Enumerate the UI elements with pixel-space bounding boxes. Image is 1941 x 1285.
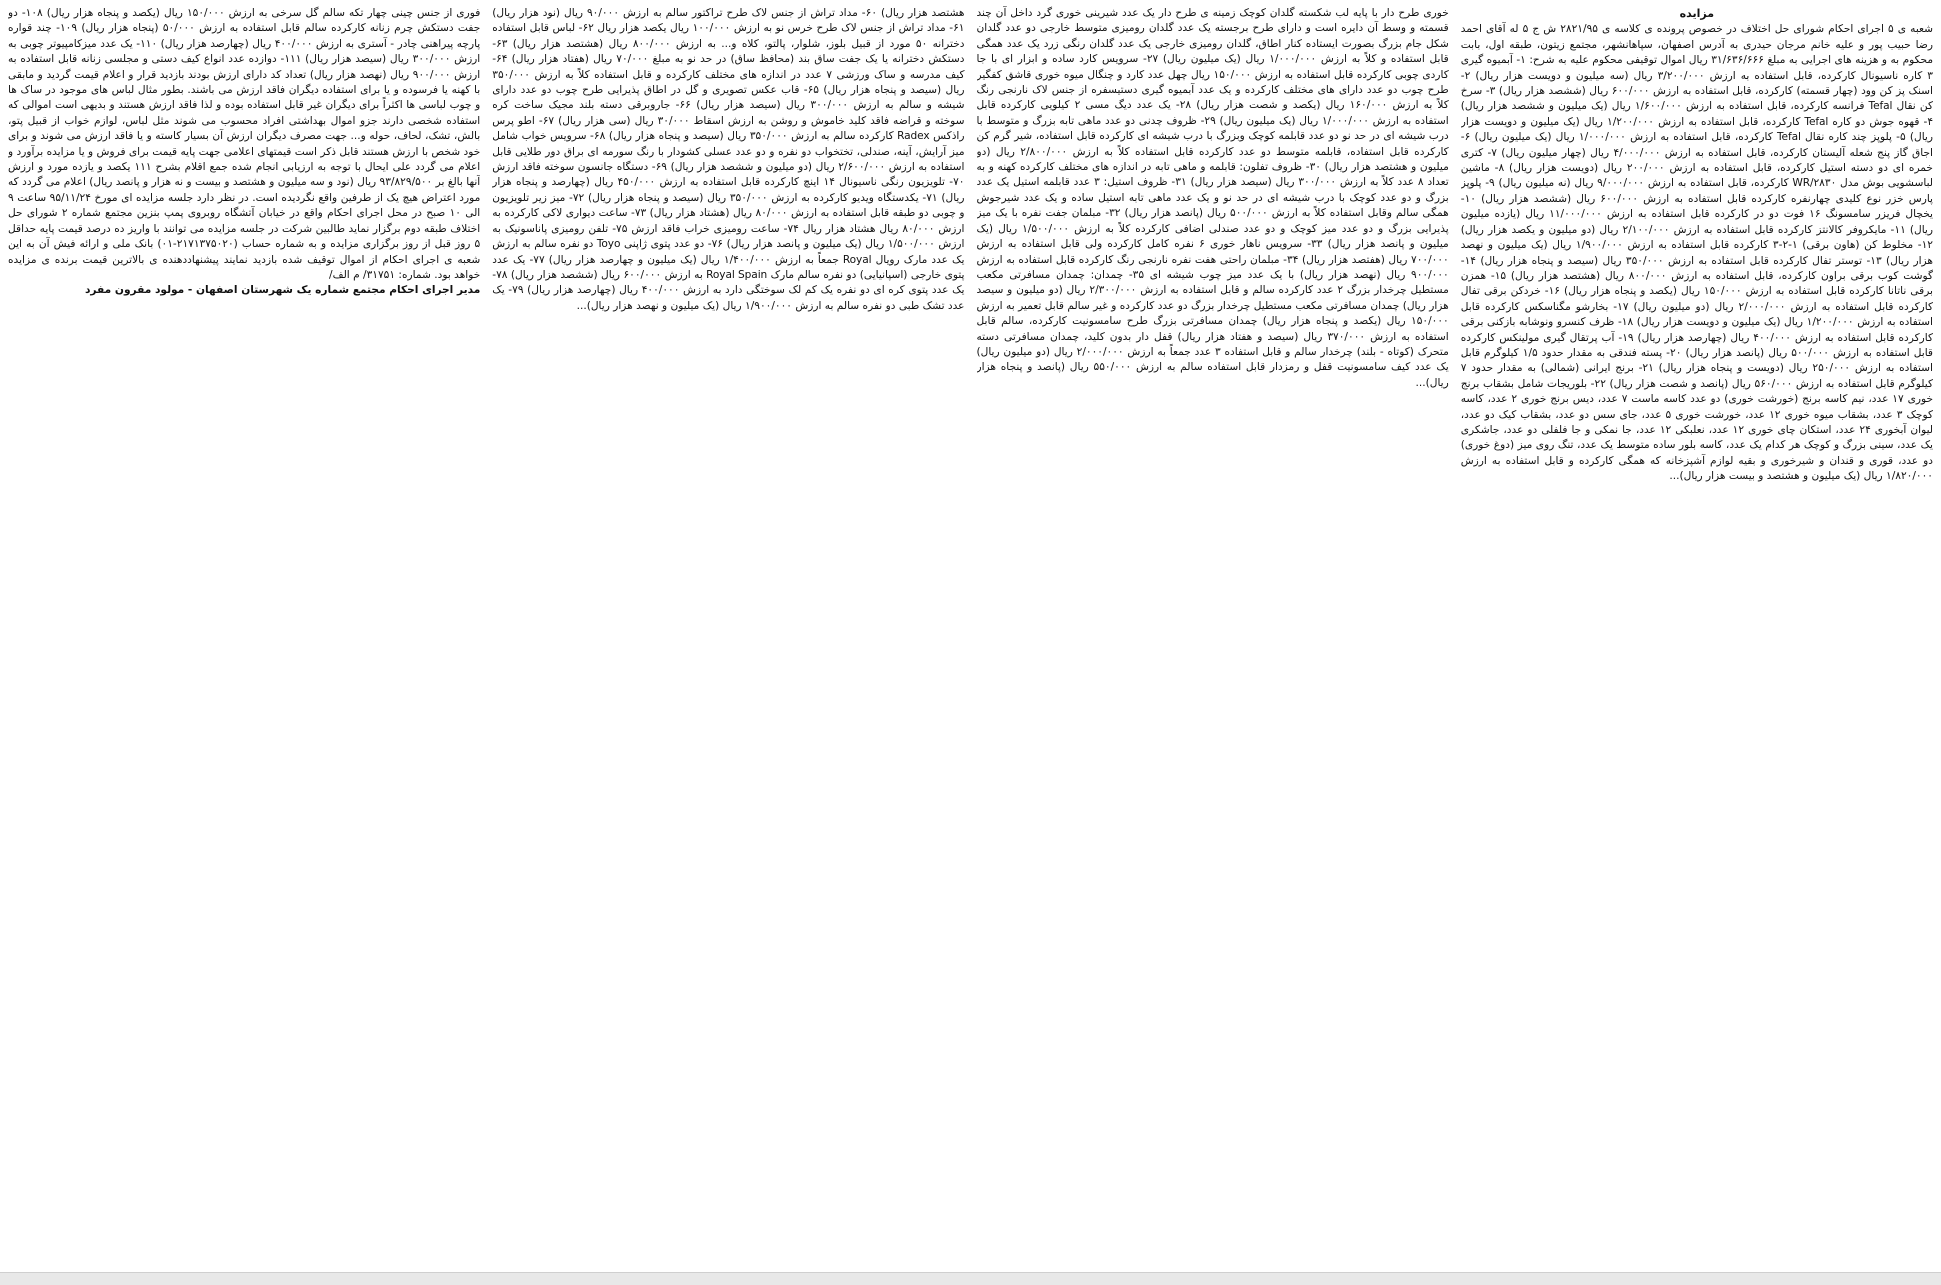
- notice-column-4-text: فوری از جنس چینی چهار تکه سالم گل سرخی به ارزش ۱۵۰/۰۰۰ ریال (یکصد و پنجاه هزار ریال) ۱۰۸- دو جفت دستکش چرم زنانه کارکرده سالم قابل استفاده به ارزش ۵۰/۰۰۰ (پنجاه هزار ریال) ۱۰۹- چند قواره پارچه پیراهنی چادر - آستری به ارزش ۴۰۰/۰۰۰ ریال (چهارصد هزار ریال) ۱۱۰- یک عدد میزکامپیوتر چوبی به ارزش ۳۰۰/۰۰۰ ریال (سیصد هزار ریال) ۱۱۱- دوازده عدد انواع کیف دستی و مجلسی زنانه قابل استفاده به ارزش ۹۰۰/۰۰۰ ریال (نهصد هزار ریال) تعداد کد دارای ارزش بودند بازدید قرار و اعلام قیمت گردید و مابقی با کهنه یا فرسوده و یا برای استفاده دیگران فاقد ارزش می باشند. بطور مثال لباس های موجود در ساک ها و چوب لباسی ها اکثراً برای دیگران غیر قابل استفاده بوده و لذا فاقد ارزش هستند و بدیهی است اموالی که استفاده شخصی دارند جزو اموال بهداشتی افراد محسوب می شوند مثل لباس، لوازم خواب از قبیل پتو، بالش، تشک، لحاف، حوله و... جهت مصرف دیگران ارزش آن بسیار کاسته و یا فاقد ارزش می شوند و برای خود شخص با ارزش هستند قابل ذکر است قیمتهای اعلامی جهت پایه قیمت برای فروش و یا مزایده برآورد و اعلام می گردد علی ایحال با توجه به ارزیابی انجام شده جمع اقلام بشرح ۱۱۱ یکصد و یازده مورد و ارزش آنها بالغ بر ۹۳/۸۲۹/۵۰۰ ریال (نود و سه میلیون و هشتصد و بیست و نه هزار و پانصد ریال) اعلام می گردد که مورد اعتراض هیچ یک از طرفین واقع نگردیده است. در نظر دارد جلسه مزایده ای مورخ ۹۵/۱۱/۲۴ ساعت ۹ الی ۱۰ صبح در محل اجرای احکام واقع در خیابان آتشگاه روبروی پمپ بنزین مجتمع شماره ۲ شورای حل اختلاف طبقه دوم برگزار نماید طالبین شرکت در جلسه مزایده می توانند با واریز ده درصد قیمت پایه حداقل ۵ روز قبل از روز برگزاری مزایده و به شماره حساب (۲۱۷۱۳۷۵۰۲۰-۰۱) بانک ملی و ارائه فیش آن به این شعبه ی اجرای احکام از اموال توقیف شده بازدید نمایند پیشنهاددهنده ی بالاترین قیمت برنده ی مزایده خواهد بود. شماره: ۳۱۷۵۱/ م الف/: [8, 7, 481, 281]
- notice-column-1: [1461, 6, 1933, 1271]
- notice-column-4: [8, 6, 480, 1271]
- bottom-page-strip: [0, 1272, 1941, 1285]
- notice-heading: مزایده: [1679, 7, 1715, 20]
- notice-column-1-text: شعبه ی ۵ اجرای احکام شورای حل اختلاف در خصوص پرونده ی کلاسه ی ۲۸۲۱/۹۵ ش ج ۵ له آقای احمد رضا حبیب پور و علیه خانم مرجان حیدری به آدرس اصفهان، سپاهانشهر، مجتمع زیتون، طبقه اول، بابت محکوم به و هزینه های اجرایی به مبلغ ۳۱/۶۳۶/۶۶۶ ریال اموال توقیفی محکوم علیه به شرح: ۱- آبمیوه گیری ۳ کاره ناسیونال کارکرده، قابل استفاده به ارزش ۳/۲۰۰/۰۰۰ ریال (سه میلیون و دویست هزار ریال) ۲- اسنک پز کن وود (چهار قسمته) کارکرده، قابل استفاده به ارزش ۶۰۰/۰۰۰ ریال (ششصد هزار ریال) ۳- سرخ کن نقال Tefal فرانسه کارکرده، قابل استفاده به ارزش ۱/۶۰۰/۰۰۰ ریال (یک میلیون و ششصد هزار ریال) ۴- قهوه جوش دو کاره Tefal کارکرده، قابل استفاده به ارزش ۱/۲۰۰/۰۰۰ ریال (یک میلیون و دویست هزار ریال) ۵- پلوپز چند کاره نقال Tefal کارکرده، قابل استفاده به ارزش ۱/۰۰۰/۰۰۰ ریال (یک میلیون ریال) ۶- اجاق گاز پنج شعله آلیستان کارکرده، قابل استفاده به ارزش ۴/۰۰۰/۰۰۰ ریال (چهار میلیون ریال) ۷- کتری خمره ای دو دسته استیل کارکرده، قابل استفاده به ارزش ۲۰۰/۰۰۰ ریال (دویست هزار ریال) ۸- ماشین لباسشویی بوش مدل WR/۲۸۳۰ کارکرده، قابل استفاده به ارزش ۹/۰۰۰/۰۰۰ ریال (نه میلیون ریال) ۹- پلوپز پارس خزر نوع کلیدی چهارنفره کارکرده قابل استفاده به ارزش ۶۰۰/۰۰۰ ریال (ششصد هزار ریال) ۱۰- یخچال فریزر سامسونگ ۱۶ فوت دو در کارکرده قابل استفاده به ارزش ۱۱/۰۰۰/۰۰۰ ریال (یازده میلیون ریال) ۱۱- مایکروفر کالانتز کارکرده قابل استفاده به ارزش ۲/۱۰۰/۰۰۰ ریال (دو میلیون و یکصد هزار ریال) ۱۲- مخلوط کن (هاون برقی) ۱-۲-۳ کارکرده قابل استفاده به ارزش ۱/۹۰۰/۰۰۰ ریال (یک میلیون و نهصد هزار ریال) ۱۳- توستر تفال کارکرده قابل استفاده به ارزش ۳۵۰/۰۰۰ ریال (سیصد و پنجاه هزار ریال) ۱۴- گوشت کوب برقی براون کارکرده، قابل استفاده به ارزش ۸۰۰/۰۰۰ ریال (هشتصد هزار ریال) ۱۵- همزن برقی ناتانا کارکرده قابل استفاده به ارزش ۱۵۰/۰۰۰ ریال (یکصد و پنجاه هزار ریال) ۱۶- خردکن برقی تفال کارکرده قابل استفاده به ارزش ۲/۰۰۰/۰۰۰ ریال (دو میلیون ریال) ۱۷- بخارشو مگناسکس کارکرده قابل استفاده به ارزش ۱/۲۰۰/۰۰۰ ریال (یک میلیون و دویست هزار ریال) ۱۸- ظرف کنسرو ونوشابه بازکنی برقی کارکرده قابل استفاده به ارزش ۴۰۰/۰۰۰ ریال (چهارصد هزار ریال) ۱۹- آب پرتقال گیری مولینکس کارکرده قابل استفاده به ارزش ۵۰۰/۰۰۰ ریال (پانصد هزار ریال) ۲۰- پسته فندقی به مقدار حدود ۱/۵ کیلوگرم قابل استفاده به ارزش ۲۵۰/۰۰۰ ریال (دویست و پنجاه هزار ریال) ۲۱- برنج ایرانی (شمالی) به مقدار حدود ۷ کیلوگرم قابل استفاده به ارزش ۵۶۰/۰۰۰ ریال (پانصد و شصت هزار ریال) ۲۲- بلوریجات شامل بشقاب برنج خوری ۱۷ عدد، نیم کاسه برنج (خورشت خوری) دو عدد کاسه ماست ۷ عدد، دیس برنج خوری ۲ عدد، کاسه کوچک ۳ عدد، بشقاب میوه خوری ۱۲ عدد، خورشت خوری ۵ عدد، جای سس دو عدد، بشقاب کیک دو عدد، لیوان آبخوری ۲۴ عدد، استکان چای خوری ۱۲ عدد، نعلبکی ۱۲ عدد، جا نمکی و جا فلفلی دو عدد، جاشکری یک عدد، سینی بزرگ و کوچک هر کدام یک عدد، کاسه بلور ساده متوسط یک عدد، تنگ روی میز (دوغ خوری) دو عدد، قوری و قندان و شیرخوری و بقیه لوازم آشپزخانه که همگی کارکرده و قابل استفاده به ارزش ۱/۸۲۰/۰۰۰ ریال (یک میلیون و هشتصد و بیست هزار ریال)...: [1460, 23, 1933, 483]
- notice-column-3-text: هشتصد هزار ریال) ۶۰- مداد تراش از جنس لاک طرح تراکتور سالم به ارزش ۹۰/۰۰۰ ریال (نود هزار ریال) ۶۱- مداد تراش از جنس لاک طرح خرس نو به ارزش ۱۰۰/۰۰۰ ریال یکصد هزار ریال ۶۲- لباس قابل استفاده دخترانه ۵۰ مورد از قبیل بلوز، شلوار، پالتو، کلاه و... به ارزش ۸۰۰/۰۰۰ ریال (هشتصد هزار ریال) ۶۳- دستکش دخترانه یا یک جفت ساق بند (محافظ ساق) در حد نو به مبلغ ۷۰/۰۰۰ ریال (هفتاد هزار ریال) ۶۴- کیف مدرسه و ساک ورزشی ۷ عدد در اندازه های مختلف کارکرده و قابل استفاده کلاً به ارزش ۳۵۰/۰۰۰ ریال (سیصد و پنجاه هزار ریال) ۶۵- قاب عکس تصویری و گل در اطاق پذیرایی طرح چوب دو عدد دارای شیشه و سالم به ارزش ۳۰۰/۰۰۰ ریال (سیصد هزار ریال) ۶۶- جاروبرقی دسته بلند مجیک ساخت کره سوخته و قراضه فاقد کلید خاموش و روشن به ارزش اسقاط ۳۰/۰۰۰ ریال (سی هزار ریال) ۶۷- اطو پرس راذکس Radex کارکرده سالم به ارزش ۳۵۰/۰۰۰ ریال (سیصد و پنجاه هزار ریال) ۶۸- سرویس خواب شامل میز آرایش، آینه، صندلی، تختخواب دو نفره و دو عدد عسلی کشودار با رنگ سورمه ای براق دور طلایی قابل استفاده به ارزش ۲/۶۰۰/۰۰۰ ریال (دو میلیون و ششصد هزار ریال) ۶۹- دستگاه جانسون سوخته فاقد ارزش ۷۰- تلویزیون رنگی ناسیونال ۱۴ اینچ کارکرده قابل استفاده به ارزش ۴۵۰/۰۰۰ ریال (چهارصد و پنجاه هزار ریال) ۷۱- یکدستگاه ویدیو کارکرده به ارزش ۳۵۰/۰۰۰ ریال (سیصد و پنجاه هزار ریال) ۷۲- میز زیر تلویزیون و چوبی دو طبقه قابل استفاده به ارزش ۸۰/۰۰۰ ریال (هشتاد هزار ریال) ۷۳- ساعت دیواری لاکی کارکرده به ارزش ۸۰/۰۰۰ ریال هشتاد هزار ریال ۷۴- ساعت رومیزی خراب فاقد ارزش ۷۵- تلفن رومیزی پاناسونیک به ارزش ۱/۵۰۰/۰۰۰ ریال (یک میلیون و پانصد هزار ریال) ۷۶- دو عدد پتوی ژاپنی Toyo دو نفره سالم به ارزش یک عدد مارک رویال Royal جمعاً به ارزش ۱/۴۰۰/۰۰۰ ریال (یک میلیون و چهارصد هزار ریال) ۷۷- یک عدد پتوی خارجی (اسپانیایی) دو نفره سالم مارک Royal Spain به ارزش ۶۰۰/۰۰۰ ریال (ششصد هزار ریال) ۷۸- یک عدد پتوی کره ای دو نفره یک کم لک سوختگی دارد به ارزش ۴۰۰/۰۰۰ ریال (چهارصد هزار ریال) ۷۹- یک عدد تشک طبی دو نفره سالم به ارزش ۱/۹۰۰/۰۰۰ ریال (یک میلیون و نهصد هزار ریال)...: [492, 7, 965, 312]
- notice-column-3: [492, 6, 964, 1271]
- notice-column-2: [977, 6, 1449, 1271]
- notice-signature: مدیر اجرای احکام مجتمع شماره یک شهرستان اصفهان - مولود مقرون مفرد: [85, 284, 481, 297]
- notice-column-2-text: خوری طرح دار با پایه لب شکسته گلدان کوچک زمینه ی طرح دار یک عدد شیرینی خوری گرد داخل آن چند قسمته و وسط آن دایره است و دارای طرح برجسته یک عدد گلدان رومیزی متوسط خارجی دو عدد گلدان شکل جام بزرگ بصورت ایستاده کنار اطاق، گلدان رومیزی خارجی یک عدد گلدان رنگی زرد یک عدد همگی قابل استفاده و کلاً به ارزش ۱/۰۰۰/۰۰۰ ریال (یک میلیون ریال) ۲۷- سرویس کارد ساده و ابزار ای با جا کاردی چوبی کارکرده قابل استفاده به ارزش ۱۵۰/۰۰۰ ریال چهل عدد کارد و چنگال میوه خوری قاشق کفگیر طرح چوب دو عدد دارای های مختلف کارکرده و یک عدد آبمیوه گیری دستیسفره از جنس لاک نارنجی رنگ کلاً به ارزش ۱۶۰/۰۰۰ ریال (یکصد و شصت هزار ریال) ۲۸- یک عدد دیگ مسی ۲ کیلویی کارکرده قابل استفاده به ارزش ۱/۰۰۰/۰۰۰ ریال (یک میلیون ریال) ۲۹- ظروف چدنی دو عدد ماهی تابه بزرگ و متوسط با درب شیشه ای در حد نو دو عدد قابلمه کوچک وبزرگ با درب شیشه ای کارکرده قابل استفاده، شیر گرم کن کارکرده قابل استفاده، قابلمه متوسط دو عدد کارکرده قابل استفاده کلاً به ارزش ۲/۸۰۰/۰۰۰ ریال (دو میلیون و هشتصد هزار ریال) ۳۰- ظروف تفلون: قابلمه و ماهی تابه در اندازه های مختلف کارکرده کهنه و به تعداد ۸ عدد کلاً به ارزش ۳۰۰/۰۰۰ ریال (سیصد هزار ریال) ۳۱- ظروف استیل: ۳ عدد قابلمه استیل یک عدد بزرگ و دو عدد کوچک با درب شیشه ای در حد نو و یک عدد ماهی تابه استیل ساده و یک عدد شیرجوش همگی سالم وقابل استفاده کلاً به ارزش ۵۰۰/۰۰۰ ریال (پانصد هزار ریال) ۳۲- مبلمان جفت نفره با یک میز پذیرایی بزرگ و دو عدد میز کوچک و دو عدد صندلی اضافی کارکرده کلاً به ارزش ۱/۵۰۰/۰۰۰ ریال (یک میلیون و پانصد هزار ریال) ۳۳- سرویس ناهار خوری ۶ نفره کامل کارکرده ولی قابل استفاده به ارزش ۷۰۰/۰۰۰ ریال (هفتصد هزار ریال) ۳۴- مبلمان راحتی هفت نفره نارنجی رنگ کارکرده قابل استفاده به ارزش ۹۰۰/۰۰۰ ریال (نهصد هزار ریال) با یک عدد میز چوب شیشه ای ۳۵- چمدان: چمدان مسافرتی مکعب مستطیل چرخدار بزرگ ۲ عدد کارکرده سالم و قابل استفاده به ارزش ۲/۳۰۰/۰۰۰ ریال (دو میلیون و سیصد هزار ریال) چمدان مسافرتی مکعب مستطیل چرخدار بزرگ دو عدد کارکرده و غیر سالم قابل تعمیر به ارزش ۱۵۰/۰۰۰ ریال (یکصد و پنجاه هزار ریال) چمدان مسافرتی بزرگ طرح سامسونیت کارکرده، سالم قابل استفاده به ارزش ۳۷۰/۰۰۰ ریال (سیصد و هفتاد هزار ریال) قفل دار بدون کلید، چمدان مسافرتی دسته متحرک (کوتاه - بلند) چرخدار سالم و قابل استفاده ۳ عدد جمعاً به ارزش ۲/۰۰۰/۰۰۰ ریال (دو میلیون ریال) یک عدد کیف سامسونیت قفل و رمزدار قابل استفاده سالم به ارزش ۵۵۰/۰۰۰ ریال (پانصد و پنجاه هزار ریال)...: [976, 7, 1449, 389]
